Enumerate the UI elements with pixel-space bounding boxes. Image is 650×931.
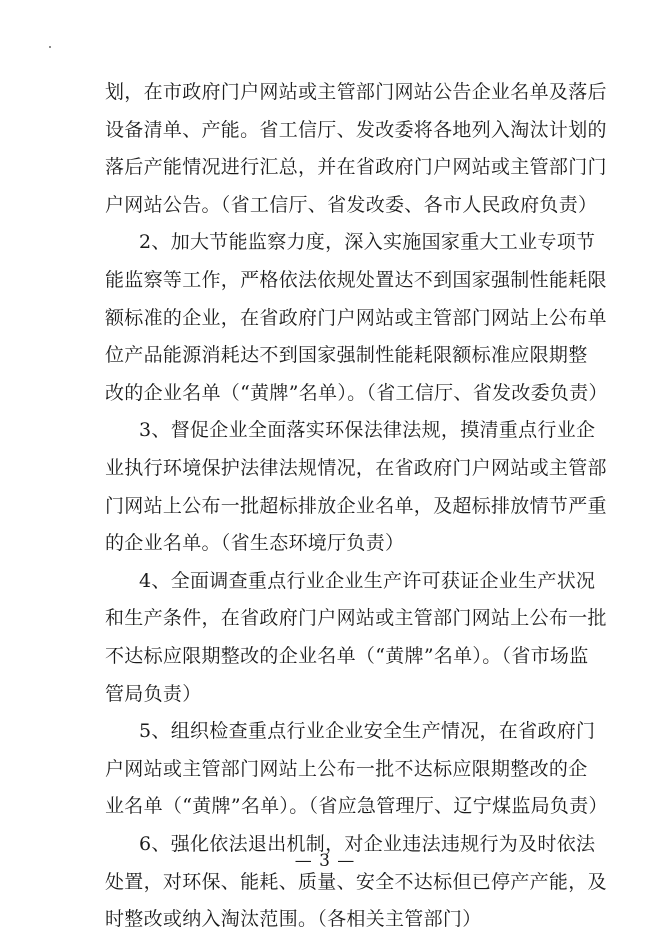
body-line: 的企业名单。（省生态环境厅负责） — [105, 532, 405, 555]
paragraph-first-line: 2、加大节能监察力度，深入实施国家重大工业专项节 — [139, 231, 596, 254]
body-line: 业执行环境保护法律法规情况，在省政府门户网站或主管部 — [105, 457, 607, 479]
body-line: 业名单（“黄牌”名单）。（省应急管理厅、辽宁煤监局负责） — [105, 795, 608, 818]
body-line: 门网站上公布一批超标排放企业名单，及超标排放情节严重 — [105, 494, 607, 517]
body-line: 管局负责） — [105, 682, 202, 705]
body-line: 和生产条件，在省政府门户网站或主管部门网站上公布一批 — [105, 607, 607, 630]
page-number: — 3 — — [294, 851, 356, 871]
body-line: 设备清单、产能。省工信厅、发改委将各地列入淘汰计划的 — [105, 118, 607, 141]
body-line: 落后产能情况进行汇总，并在省政府门户网站或主管部门门 — [105, 156, 607, 179]
body-line: 能监察等工作，严格依法依规处置达不到国家强制性能耗限 — [105, 269, 607, 291]
body-line: 位产品能源消耗达不到国家强制性能耗限额标准应限期整 — [105, 344, 588, 367]
body-line: 户网站公告。（省工信厅、省发改委、各市人民政府负责） — [105, 193, 598, 216]
paragraph-first-line: 6、强化依法退出机制，对企业违法违规行为及时依法 — [139, 833, 596, 855]
body-line: 不达标应限期整改的企业名单（“黄牌”名单）。（省市场监 — [105, 645, 589, 667]
body-line: 划，在市政府门户网站或主管部门网站公告企业名单及落后 — [105, 81, 607, 103]
body-line: 改的企业名单（“黄牌”名单）。（省工信厅、省发改委负责） — [105, 381, 608, 404]
body-line: 处置，对环保、能耗、质量、安全不达标但已停产产能，及 — [105, 870, 607, 893]
scan-speck — [49, 46, 51, 48]
body-line: 额标准的企业，在省政府门户网站或主管部门网站上公布单 — [105, 306, 607, 329]
body-line: 时整改或纳入淘汰范围。（各相关主管部门） — [105, 908, 482, 931]
paragraph-first-line: 4、全面调查重点行业企业生产许可获证企业生产状况 — [139, 569, 596, 592]
body-line: 户网站或主管部门网站上公布一批不达标应限期整改的企 — [105, 757, 588, 780]
paragraph-first-line: 3、督促企业全面落实环保法律法规，摸清重点行业企 — [139, 419, 596, 442]
paragraph-first-line: 5、组织检查重点行业企业安全生产情况，在省政府门 — [139, 720, 596, 743]
